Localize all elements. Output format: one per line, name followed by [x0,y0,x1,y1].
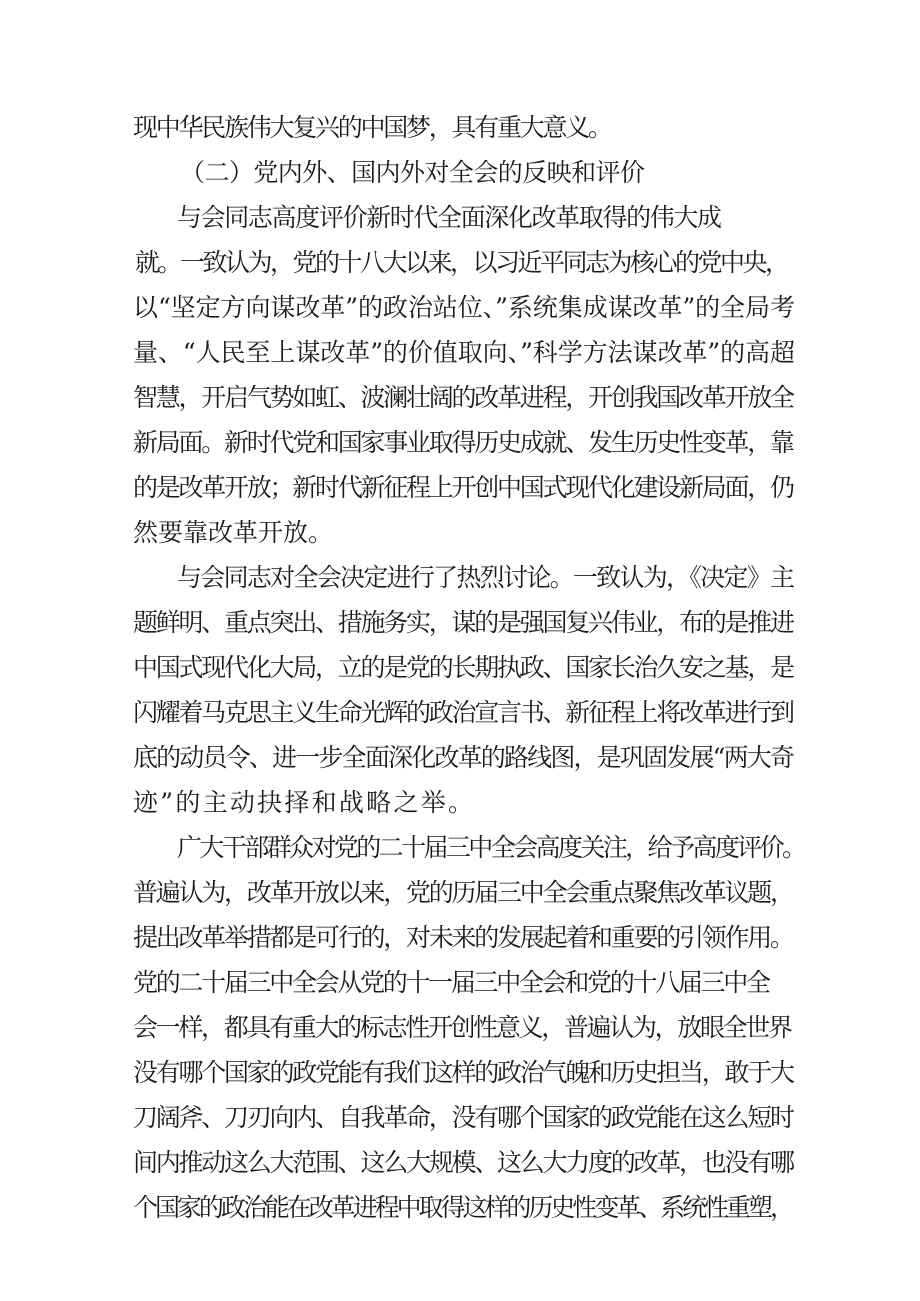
text-line: 底的动员令、进一步全面深化改革的路线图，是巩固发展“两大奇 [133,743,794,772]
text-line: 与会同志高度评价新时代全面深化改革取得的伟大成 [177,203,721,232]
text-line: 以“坚定方向谋改革”的政治站位、”系统集成谋改革”的全局考 [133,293,795,322]
text-line: 现中华民族伟大复兴的中国梦，具有重大意义。 [133,113,611,142]
text-line: 普遍认为，改革开放以来，党的历届三中全会重点聚焦改革议题， [133,878,793,907]
text-line: 量、“人民至上谋改革”的价值取向、”科学方法谋改革”的高超 [133,338,795,367]
text-line: 迹”的主动抉择和战略之举。 [133,788,476,817]
text-line: 提出改革举措都是可行的，对未来的发展起着和重要的引领作用。 [133,923,793,952]
text-line: 智慧，开启气势如虹、波澜壮阔的改革进程，开创我国改革开放全 [133,383,793,412]
text-line: 闪耀着马克思主义生命光辉的政治宣言书、新征程上将改革进行到 [133,698,793,727]
text-line: 的是改革开放；新时代新征程上开创中国式现代化建设新局面，仍 [133,473,793,502]
text-line: 题鲜明、重点突出、措施务实，谋的是强国复兴伟业，布的是推进 [133,608,793,637]
text-line: 会一样，都具有重大的标志性开创性意义，普遍认为，放眼全世界 [133,1013,791,1042]
text-line: 然要靠改革开放。 [133,518,333,547]
text-line: 与会同志对全会决定进行了热烈讨论。一致认为，《决定》主 [177,563,794,592]
section-heading: （二）党内外、国内外对全会的反映和评价 [180,158,645,187]
text-line: 个国家的政治能在改革进程中取得这样的历史性变革、系统性重塑， [133,1193,792,1222]
text-line: 新局面。新时代党和国家事业取得历史成就、发生历史性变革，靠 [133,428,793,457]
text-line: 没有哪个国家的政党能有我们这样的政治气魄和历史担当，敢于大 [133,1058,793,1087]
text-line: 广大干部群众对党的二十届三中全会高度关注，给予高度评价。 [177,833,805,862]
text-line: 刀阔斧、刀刃向内、自我革命，没有哪个国家的政党能在这么短时 [133,1103,793,1132]
text-line: 党的二十届三中全会从党的十一届三中全会和党的十八届三中全 [133,968,769,997]
text-line: 就。一致认为，党的十八大以来，以习近平同志为核心的党中央， [135,248,788,277]
text-line: 间内推动这么大范围、这么大规模、这么大力度的改革，也没有哪 [133,1148,793,1177]
text-line: 中国式现代化大局，立的是党的长期执政、国家长治久安之基，是 [133,653,793,682]
